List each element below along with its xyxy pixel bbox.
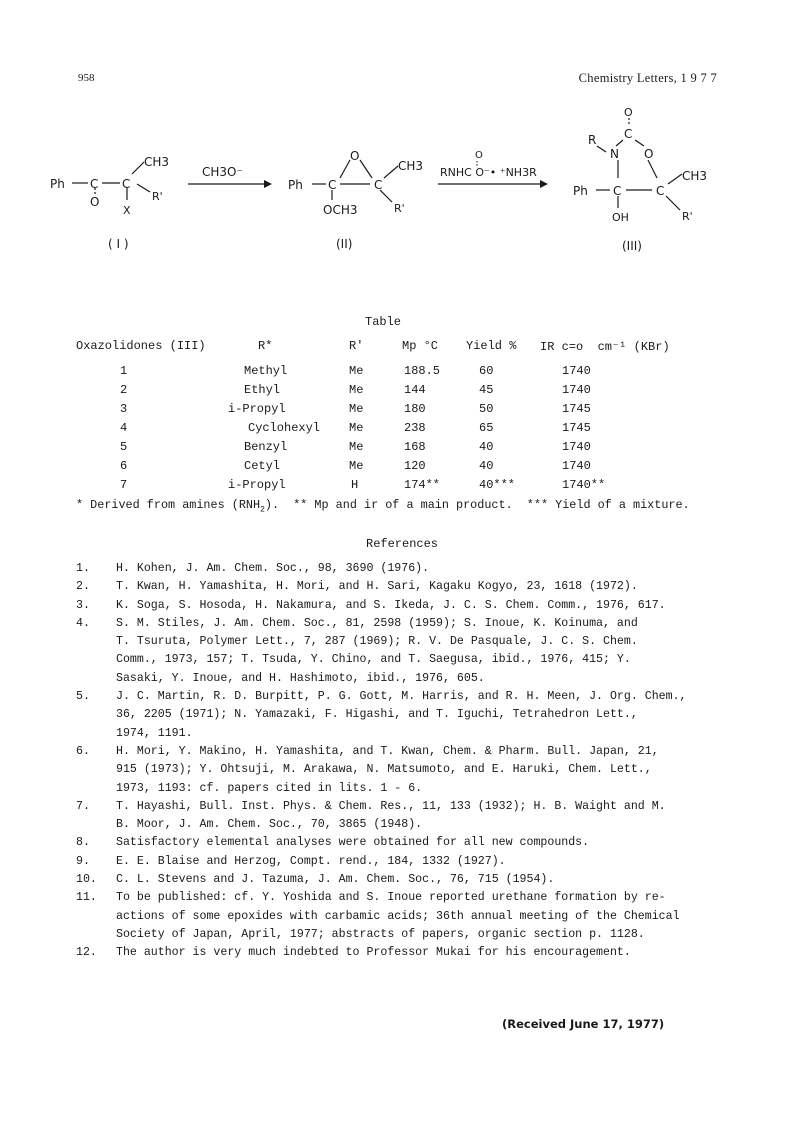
i-x: X <box>123 204 131 217</box>
reference-item <box>76 615 736 688</box>
table-cell-r: i-Propyl <box>228 402 286 416</box>
reference-item <box>76 853 736 871</box>
iii-c-carbonyl: C <box>624 127 633 141</box>
table-cell-r: Cetyl <box>244 459 281 473</box>
table-cell-mp: 168 <box>404 440 426 454</box>
table-cell-r: Cyclohexyl <box>248 421 321 435</box>
reference-number: 5. <box>76 690 90 704</box>
reference-number: 12. <box>76 946 97 960</box>
ii-c1: C <box>328 178 337 192</box>
table-cell-mp: 120 <box>404 459 426 473</box>
table-cell-ir: 1740 <box>562 364 591 378</box>
reference-text: Satisfactory elemental analyses were obtained for all new compounds. <box>116 836 590 850</box>
table-header-ir: IR c=o cm⁻¹ (KBr) <box>540 340 670 354</box>
reference-number: 9. <box>76 854 90 868</box>
reference-number: 6. <box>76 744 90 758</box>
reference-text: S. M. Stiles, J. Am. Chem. Soc., 81, 2598 (1959); S. Inoue, K. Koinuma, and T. Tsuruta, Polymer Lett., 7, 287 (1969); R. V. De Pasquale, J. C. S. Chem. Comm., 1973, 157; T. Tsuda, Y. Chino, and T. Saegusa, ibid., 1976, 415; Y. Sasaki, Y. Inoue, and H. Hashimoto, ibid., 1976, 605. <box>116 616 638 685</box>
references-list <box>76 560 736 963</box>
ii-ph: Ph <box>288 178 303 192</box>
table-cell-yield: 50 <box>479 402 494 416</box>
table-caption: Table <box>365 315 402 329</box>
table-cell-rprime: Me <box>349 364 364 378</box>
table-cell-ir: 1740 <box>562 459 591 473</box>
compound-ii <box>312 160 398 202</box>
table-cell-yield: 65 <box>479 421 494 435</box>
iii-n: N <box>610 147 619 161</box>
i-c2: C <box>122 177 131 191</box>
table-cell-mp: 180 <box>404 402 426 416</box>
table-cell-r: i-Propyl <box>228 478 286 492</box>
reagent-methoxide: CH3O⁻ <box>202 165 243 179</box>
table-cell-rprime: Me <box>349 383 364 397</box>
iii-ph: Ph <box>573 184 588 198</box>
ii-label: (II) <box>336 237 353 251</box>
compound-iii <box>596 118 682 210</box>
table-cell-rprime: H <box>351 478 359 492</box>
table-cell-yield: 40 <box>479 440 494 454</box>
table-cell-no: 6 <box>120 459 128 473</box>
table-cell-no: 2 <box>120 383 128 397</box>
table-cell-rprime: Me <box>349 440 364 454</box>
footnote-part-a: * Derived from amines (RNH <box>76 498 261 512</box>
reference-number: 3. <box>76 598 90 612</box>
table-cell-yield: 60 <box>479 364 494 378</box>
table-header-mp: Mp °C <box>402 339 439 353</box>
reference-text: The author is very much indebted to Professor Mukai for his encouragement. <box>116 946 631 960</box>
i-o: O <box>90 195 100 209</box>
table-cell-mp: 238 <box>404 421 426 435</box>
ii-o-ring: O <box>350 149 360 163</box>
reference-text: E. E. Blaise and Herzog, Compt. rend., 184, 1332 (1927). <box>116 854 506 868</box>
iii-o-ring: O <box>644 147 654 161</box>
journal-header: Chemistry Letters, 1 9 7 7 <box>578 71 717 85</box>
ii-c2: C <box>374 178 383 192</box>
table-cell-mp: 144 <box>404 383 426 397</box>
reference-number: 11. <box>76 891 97 905</box>
reference-text: K. Soga, S. Hosoda, H. Nakamura, and S. Ikeda, J. C. S. Chem. Comm., 1976, 617. <box>116 598 666 612</box>
table-cell-yield: 45 <box>479 383 494 397</box>
i-c1: C <box>90 177 99 191</box>
table-cell-ir: 1745 <box>562 402 591 416</box>
reference-number: 4. <box>76 616 90 630</box>
reference-item <box>76 944 736 962</box>
footnote-part-b: ). ** Mp and ir of a main product. *** Yield of a mixture. <box>264 498 690 512</box>
table-cell-r: Benzyl <box>244 440 288 454</box>
table-cell-ir: 1740 <box>562 383 591 397</box>
reference-number: 8. <box>76 836 90 850</box>
iii-c2: C <box>656 184 665 198</box>
table-cell-ir: 1740** <box>562 478 606 492</box>
reference-number: 1. <box>76 562 90 575</box>
ii-ch3: CH3 <box>398 159 424 173</box>
table-cell-no: 7 <box>120 478 128 492</box>
ii-och3: OCH3 <box>323 203 358 217</box>
reference-text: C. L. Stevens and J. Tazuma, J. Am. Chem. Soc., 76, 715 (1954). <box>116 873 555 887</box>
table-header-yield: Yield % <box>466 339 517 353</box>
reference-number: 7. <box>76 799 90 813</box>
table-cell-no: 3 <box>120 402 128 416</box>
footnote-subscript: 2 <box>260 505 265 515</box>
page-number: 958 <box>78 72 95 84</box>
table-cell-ir: 1745 <box>562 421 591 435</box>
reference-number: 2. <box>76 580 90 594</box>
table-header-r-star: R* <box>258 339 273 353</box>
reference-number: 10. <box>76 873 97 887</box>
iii-oh: OH <box>612 211 629 224</box>
table-cell-yield: 40*** <box>479 478 516 492</box>
table-cell-rprime: Me <box>349 402 364 416</box>
reference-item <box>76 889 736 944</box>
table-header-compound: Oxazolidones (III) <box>76 339 206 353</box>
reference-item <box>76 834 736 852</box>
table-cell-yield: 40 <box>479 459 494 473</box>
reagent-carbamate: RNHC O⁻• ⁺NH3R <box>440 166 537 179</box>
iii-r2: R' <box>682 210 693 223</box>
reference-item <box>76 871 736 889</box>
reference-text: H. Mori, Y. Makino, H. Yamashita, and T. Kwan, Chem. & Pharm. Bull. Japan, 21, 915 (1973); Y. Ohtsuji, M. Arakawa, N. Matsumoto, and E. Haruki, Chem. Lett., 1973, 1193: cf. papers cited in lits. 1 - 6. <box>116 744 659 795</box>
reagent-carbamate-o: O <box>475 150 483 161</box>
i-ph: Ph <box>50 177 65 191</box>
iii-r: R <box>588 133 597 147</box>
table-cell-r: Methyl <box>244 364 288 378</box>
table-cell-no: 5 <box>120 440 128 454</box>
reaction-scheme <box>40 108 740 258</box>
reference-text: H. Kohen, J. Am. Chem. Soc., 98, 3690 (1976). <box>116 562 430 575</box>
reference-item <box>76 578 736 596</box>
table-cell-rprime: Me <box>349 459 364 473</box>
reference-text: To be published: cf. Y. Yoshida and S. Inoue reported urethane formation by re- actions of some epoxides with carbamic acids; 36th annual meeting of the Chemical Society of Japan, April, 1977; abstracts of papers, organic section p. 1128. <box>116 891 680 941</box>
reference-item <box>76 743 736 798</box>
reference-item <box>76 560 736 578</box>
reference-item <box>76 597 736 615</box>
table-cell-rprime: Me <box>349 421 364 435</box>
received-date: (Received June 17, 1977) <box>502 1017 665 1031</box>
reference-item <box>76 688 736 743</box>
compound-i <box>72 162 150 200</box>
table-cell-no: 1 <box>120 364 128 378</box>
table-footnote <box>76 498 690 514</box>
reference-text: J. C. Martin, R. D. Burpitt, P. G. Gott, M. Harris, and R. H. Meen, J. Org. Chem., 36, 2205 (1971); N. Yamazaki, F. Higashi, and T. Iguchi, Tetrahedron Lett., 1974, 1191. <box>116 690 687 740</box>
table-cell-mp: 174** <box>404 478 441 492</box>
ii-r: R' <box>394 202 405 215</box>
iii-o-top: O <box>624 108 633 119</box>
reference-item <box>76 798 736 835</box>
i-label: ( I ) <box>108 237 129 251</box>
i-r: R' <box>152 190 163 203</box>
table-cell-r: Ethyl <box>244 383 281 397</box>
table-header-r-prime: R' <box>349 339 364 353</box>
reference-text: T. Kwan, H. Yamashita, H. Mori, and H. Sari, Kagaku Kogyo, 23, 1618 (1972). <box>116 580 638 594</box>
table-cell-ir: 1740 <box>562 440 591 454</box>
iii-label: (III) <box>622 239 642 253</box>
i-ch3: CH3 <box>144 155 170 169</box>
table-cell-no: 4 <box>120 421 128 435</box>
table-cell-mp: 188.5 <box>404 364 441 378</box>
iii-c1: C <box>613 184 622 198</box>
iii-ch3: CH3 <box>682 169 708 183</box>
reference-text: T. Hayashi, Bull. Inst. Phys. & Chem. Res., 11, 133 (1932); H. B. Waight and M. B. Moor, J. Am. Chem. Soc., 70, 3865 (1948). <box>116 799 666 832</box>
references-title: References <box>366 537 439 551</box>
